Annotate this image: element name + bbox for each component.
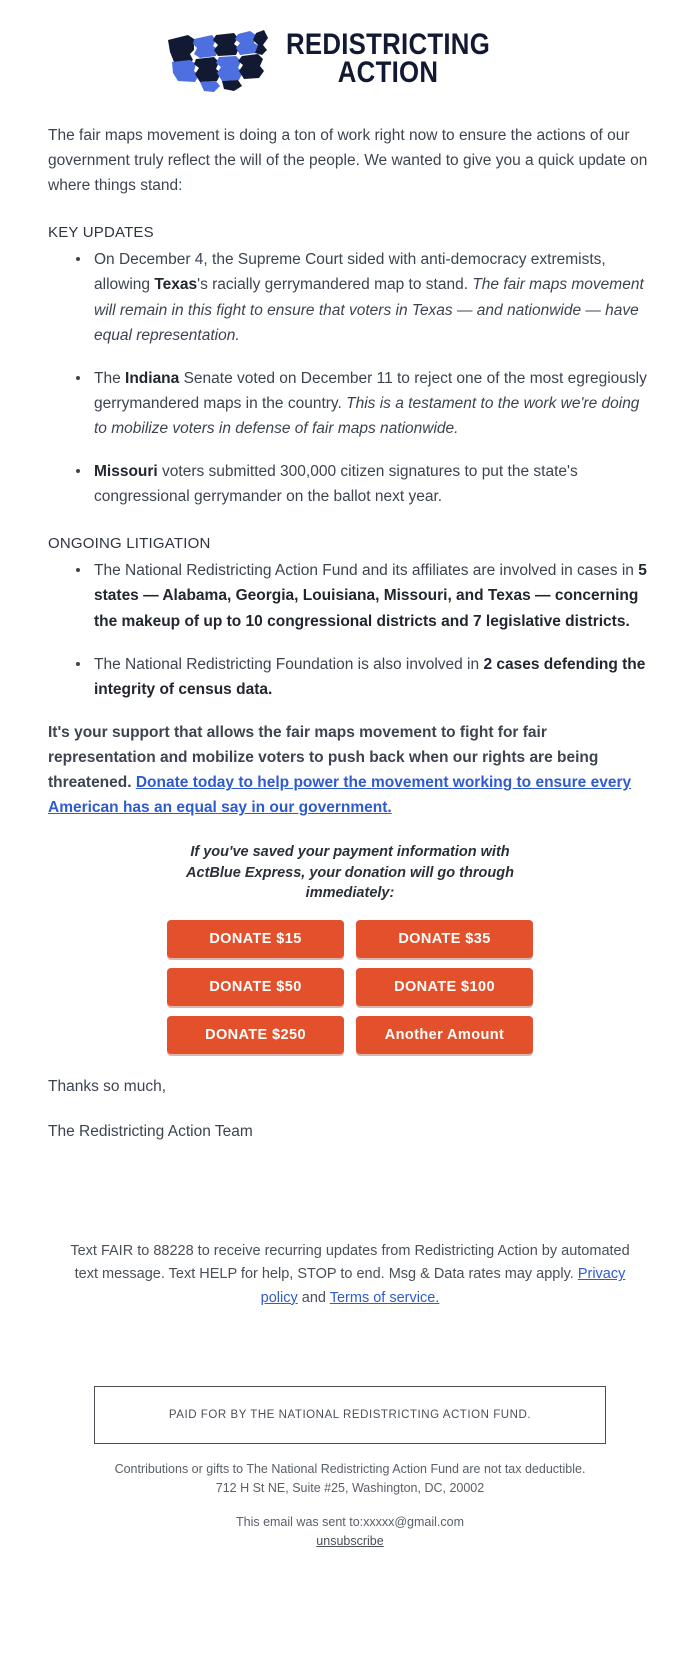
donate-35-button[interactable]: DONATE $35 xyxy=(356,920,533,958)
support-lead-text: It's your support that allows the fair maps movement to fight for fair representation and mobilize voters to push back when our rights are being threatened. xyxy=(48,723,599,792)
bullet-text-bold: Indiana xyxy=(125,369,180,387)
support-paragraph xyxy=(48,720,652,820)
donate-250-button[interactable]: DONATE $250 xyxy=(167,1016,344,1054)
bullet-text-bold: Missouri xyxy=(94,463,158,481)
donation-button-grid xyxy=(167,920,533,1054)
bullet-text-pre: The xyxy=(94,369,126,387)
bullet-text-italic: The fair maps movement will remain in this fight to ensure that voters in Texas — and nationwide — have equal representation. xyxy=(94,276,644,344)
sms-disclaimer xyxy=(70,1240,630,1310)
bullet-text-mid: voters submitted 300,000 citizen signatures to put the state's congressional gerrymander on the ballot next year. xyxy=(94,463,578,506)
list-item xyxy=(94,558,652,633)
key-updates-heading: KEY UPDATES xyxy=(48,224,154,242)
email-main-content xyxy=(0,123,700,1551)
paid-for-disclosure-box xyxy=(94,1386,606,1444)
bullet-text-italic: This is a testament to the work we're doing to mobilize voters in defense of fair maps nationwide. xyxy=(94,394,640,437)
signoff-team: The Redistricting Action Team xyxy=(48,1123,253,1141)
key-updates-list xyxy=(48,247,652,509)
list-item xyxy=(94,247,652,347)
bullet-text-bold: 5 states — Alabama, Georgia, Louisiana, Missouri, and Texas — concerning the makeup of up to 10 congressional districts and 7 legislative districts. xyxy=(94,562,647,630)
list-item xyxy=(94,652,652,702)
org-address: 712 H St NE, Suite #25, Washington, DC, 20002 xyxy=(215,1481,485,1496)
bullet-text-bold: 2 cases defending the integrity of census data. xyxy=(94,655,646,698)
intro-paragraph: The fair maps movement is doing a ton of work right now to ensure the actions of our government truly reflect the will of the people. We wanted to give you a quick update on where things stand: xyxy=(48,127,648,195)
list-item xyxy=(94,366,652,441)
unsubscribe-link-wrap xyxy=(70,1532,630,1551)
privacy-policy-link[interactable]: Privacy policy xyxy=(260,1266,626,1306)
list-item xyxy=(94,459,652,509)
spacer xyxy=(70,1499,630,1513)
donate-100-button[interactable]: DONATE $100 xyxy=(356,968,533,1006)
bullet-text-pre: The National Redistricting Action Fund and its affiliates are involved in cases in xyxy=(94,562,639,580)
tax-deductible-note: Contributions or gifts to The National Redistricting Action Fund are not tax deductible. xyxy=(114,1461,586,1476)
brand-logo-link[interactable] xyxy=(164,26,523,92)
donate-today-link[interactable]: Donate today to help power the movement working to ensure every American has an equal say in our government. xyxy=(48,774,632,817)
ongoing-litigation-heading: ONGOING LITIGATION xyxy=(48,535,211,553)
logo-wordmark-line1: REDISTRICTING xyxy=(286,28,491,62)
signoff-thanks: Thanks so much, xyxy=(48,1078,167,1096)
sent-to-email: This email was sent to:xxxxx@gmail.com xyxy=(235,1514,465,1529)
paid-for-text: PAID FOR BY THE NATIONAL REDISTRICTING ACTION FUND. xyxy=(168,1408,532,1421)
another-amount-button[interactable]: Another Amount xyxy=(356,1016,533,1054)
bullet-text-bold: Texas xyxy=(154,276,198,294)
unsubscribe-link[interactable]: unsubscribe xyxy=(316,1533,384,1548)
bullet-text-pre: On December 4, the Supreme Court sided with anti-democracy extremists, allowing xyxy=(94,251,606,294)
sms-conjunction: and xyxy=(297,1289,330,1306)
footer-fine-print xyxy=(70,1460,630,1552)
ongoing-litigation-list xyxy=(48,558,652,702)
donate-15-button[interactable]: DONATE $15 xyxy=(167,920,344,958)
terms-of-service-link[interactable]: Terms of service. xyxy=(329,1289,440,1306)
logo-wordmark-line2: ACTION xyxy=(338,56,439,89)
us-map-puzzle-icon xyxy=(164,26,272,92)
bullet-text-mid: Senate voted on December 11 to reject one of the most egregiously gerrymandered maps in the country. xyxy=(94,369,647,412)
actblue-express-note: If you've saved your payment information with ActBlue Express, your donation will go through immediately: xyxy=(186,844,514,902)
donate-50-button[interactable]: DONATE $50 xyxy=(167,968,344,1006)
email-header xyxy=(0,0,700,105)
sms-disclaimer-text: Text FAIR to 88228 to receive recurring updates from Redistricting Action by automated text message. Text HELP for help, STOP to end. Msg & Data rates may apply. xyxy=(70,1243,630,1283)
bullet-text-pre: The National Redistricting Foundation is also involved in xyxy=(94,655,484,673)
bullet-text-mid: 's racially gerrymandered map to stand. xyxy=(197,276,473,294)
